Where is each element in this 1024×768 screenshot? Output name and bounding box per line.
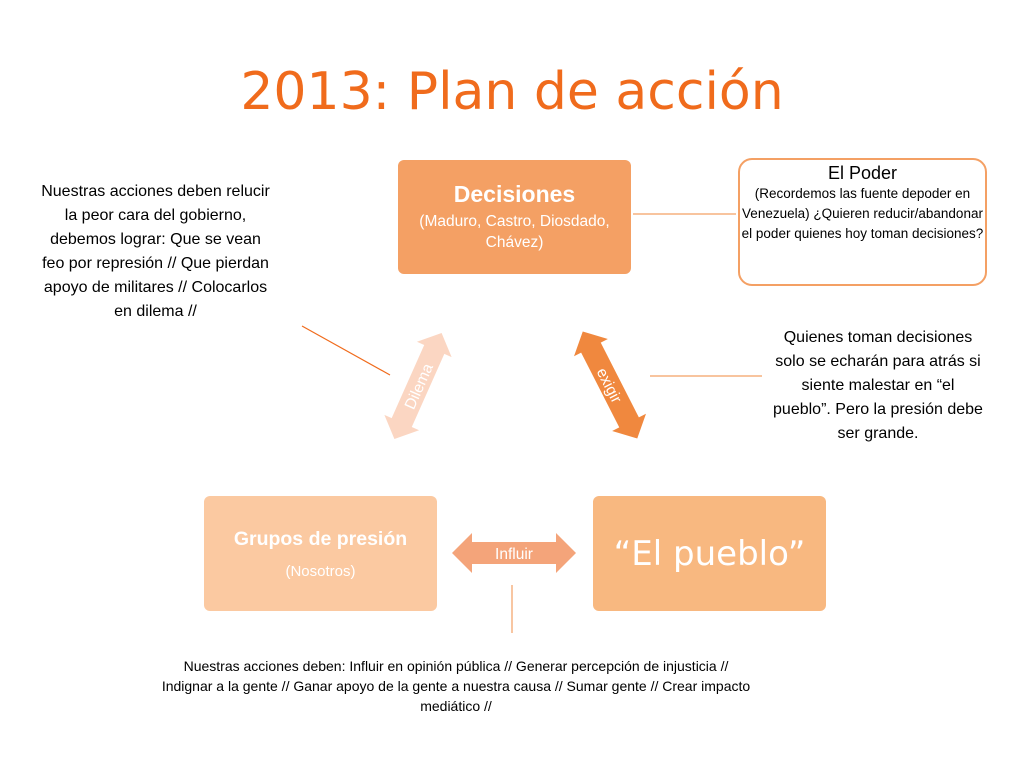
bottom-note: Nuestras acciones deben: Influir en opinión pública // Generar percepción de injusticia // Indignar a la gente // Ganar apoyo de la gente a nuestra causa // Sumar gente // Crear impacto mediático // — [161, 658, 751, 714]
influir-arrow — [452, 533, 576, 573]
grupos-subtitle: (Nosotros) — [285, 562, 356, 580]
decisiones-box — [398, 160, 631, 274]
influir-label: Influir — [495, 546, 533, 563]
pueblo-heading: “El pueblo” — [613, 533, 806, 574]
decisiones-subtitle: (Maduro, Castro, Diosdado, Chávez) — [419, 213, 610, 251]
el-poder-callout — [738, 158, 987, 286]
grupos-heading: Grupos de presión — [233, 527, 408, 550]
dilema-label: Dilema — [401, 361, 437, 413]
page-title: 2013: Plan de acción — [240, 62, 784, 122]
poder-body: (Recordemos las fuente depoder en Venezuela) ¿Quieren reducir/abandonar el poder quienes hoy toman decisiones? — [741, 186, 984, 241]
right-note: Quienes toman decisiones solo se echarán para atrás si siente malestar en “el pueblo”. Pero la presión debe ser grande. — [773, 329, 983, 442]
dilema-arrow — [377, 325, 459, 446]
exigir-arrow — [566, 323, 654, 447]
exigir-label: exigir — [592, 365, 625, 407]
el-pueblo-box — [593, 496, 826, 611]
connector-left-note-dilema — [302, 326, 390, 375]
decisiones-heading: Decisiones — [453, 181, 576, 207]
poder-heading: El Poder — [827, 163, 898, 183]
grupos-presion-box — [204, 496, 437, 611]
left-note: Nuestras acciones deben relucir la peor cara del gobierno, debemos lograr: Que se vean feo por represión // Que pierdan apoyo de militares // Colocarlos en dilema // — [41, 183, 270, 320]
